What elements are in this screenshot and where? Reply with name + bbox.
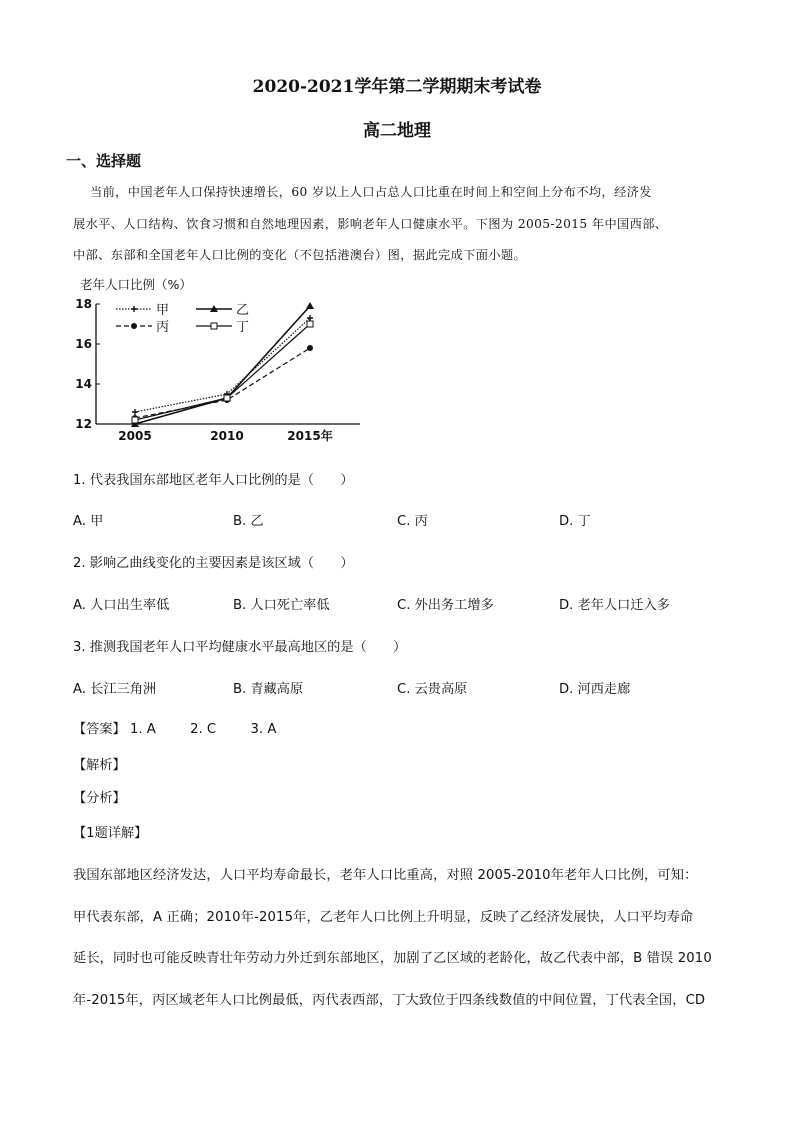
legend-label: 丙 — [156, 320, 170, 335]
chart-y-label: 老年人口比例（%） — [80, 277, 192, 292]
q2-option-a: A. 人口出生率低 — [73, 598, 170, 613]
series-marker — [307, 315, 313, 321]
q1-option-b: B. 乙 — [233, 514, 264, 529]
question-2-stem: 2. 影响乙曲线变化的主要因素是该区域（ ） — [73, 556, 354, 571]
series-marker — [132, 417, 138, 423]
question-3-stem: 3. 推测我国老年人口平均健康水平最高地区的是（ ） — [73, 640, 407, 655]
intro-line-3: 中部、东部和全国老年人口比例的变化（不包括港澳台）图，据此完成下面小题。 — [73, 248, 527, 262]
q1-detail-label: 【1题详解】 — [73, 826, 148, 841]
series-marker — [307, 345, 313, 351]
x-tick-label: 2015年 — [287, 429, 333, 443]
q3-option-c: C. 云贵高原 — [397, 682, 468, 697]
q3-option-a: A. 长江三角洲 — [73, 682, 157, 697]
analysis-label: 【解析】 — [73, 758, 126, 773]
q3-option-b: B. 青藏高原 — [233, 682, 304, 697]
series-marker — [307, 321, 313, 327]
x-tick-label: 2005 — [118, 429, 152, 443]
x-tick-label: 2010 — [210, 429, 244, 443]
intro-line-1: 当前，中国老年人口保持快速增长，60 岁以上人口占总人口比重在时间上和空间上分布不均，经济发 — [90, 185, 652, 199]
q2-option-d: D. 老年人口迁入多 — [559, 598, 670, 613]
q2-option-b: B. 人口死亡率低 — [233, 598, 330, 613]
series-line-丙 — [135, 348, 310, 418]
q1-option-a: A. 甲 — [73, 514, 104, 529]
answer-3: 3. A — [250, 722, 277, 737]
exam-title: 2020-2021学年第二学期期末考试卷 — [252, 77, 542, 97]
q1-option-c: C. 丙 — [397, 514, 428, 529]
series-marker — [132, 409, 138, 415]
y-tick-label: 18 — [75, 297, 92, 311]
q2-option-c: C. 外出务工增多 — [397, 598, 494, 613]
legend-label: 丁 — [236, 320, 250, 335]
q3-option-d: D. 河西走廊 — [559, 682, 631, 697]
series-marker — [131, 323, 137, 329]
answer-row — [73, 718, 276, 737]
y-tick-label: 14 — [75, 377, 92, 391]
y-tick-label: 12 — [75, 417, 92, 431]
analysis-line-3: 延长，同时也可能反映青壮年劳动力外迁到东部地区，加剧了乙区域的老龄化，故乙代表中部，B 错误 2010 — [73, 951, 712, 966]
answer-1: 1. A — [129, 722, 156, 737]
series-marker — [306, 302, 314, 309]
intro-line-2: 展水平、人口结构、饮食习惯和自然地理因素，影响老年人口健康水平。下图为 2005-2015 年中国西部、 — [73, 217, 668, 231]
analysis-line-2: 甲代表东部，A 正确；2010年-2015年，乙老年人口比例上升明显，反映了乙经济发展快，人口平均寿命 — [73, 910, 694, 925]
y-tick-label: 16 — [75, 337, 92, 351]
series-marker — [211, 323, 217, 329]
analysis-line-4: 年-2015年，丙区域老年人口比例最低，丙代表西部，丁大致位于四条线数值的中间位置，丁代表全国，CD — [73, 993, 706, 1008]
series-marker — [224, 395, 230, 401]
series-marker — [131, 306, 137, 312]
answer-label: 【答案】 — [73, 722, 126, 737]
analysis-line-1: 我国东部地区经济发达，人口平均寿命最长，老年人口比重高，对照 2005-2010年老年人口比例，可知： — [73, 868, 698, 883]
legend-label: 甲 — [156, 303, 170, 318]
section-heading: 一、选择题 — [66, 152, 142, 170]
subject-title: 高二地理 — [363, 121, 431, 141]
elderly-population-chart — [70, 272, 370, 444]
q1-option-d: D. 丁 — [559, 514, 591, 529]
analysis-sub-label: 【分析】 — [73, 791, 126, 806]
series-line-丁 — [135, 324, 310, 420]
answer-2: 2. C — [190, 722, 217, 737]
legend-label: 乙 — [236, 303, 250, 318]
question-1-stem: 1. 代表我国东部地区老年人口比例的是（ ） — [73, 473, 354, 488]
